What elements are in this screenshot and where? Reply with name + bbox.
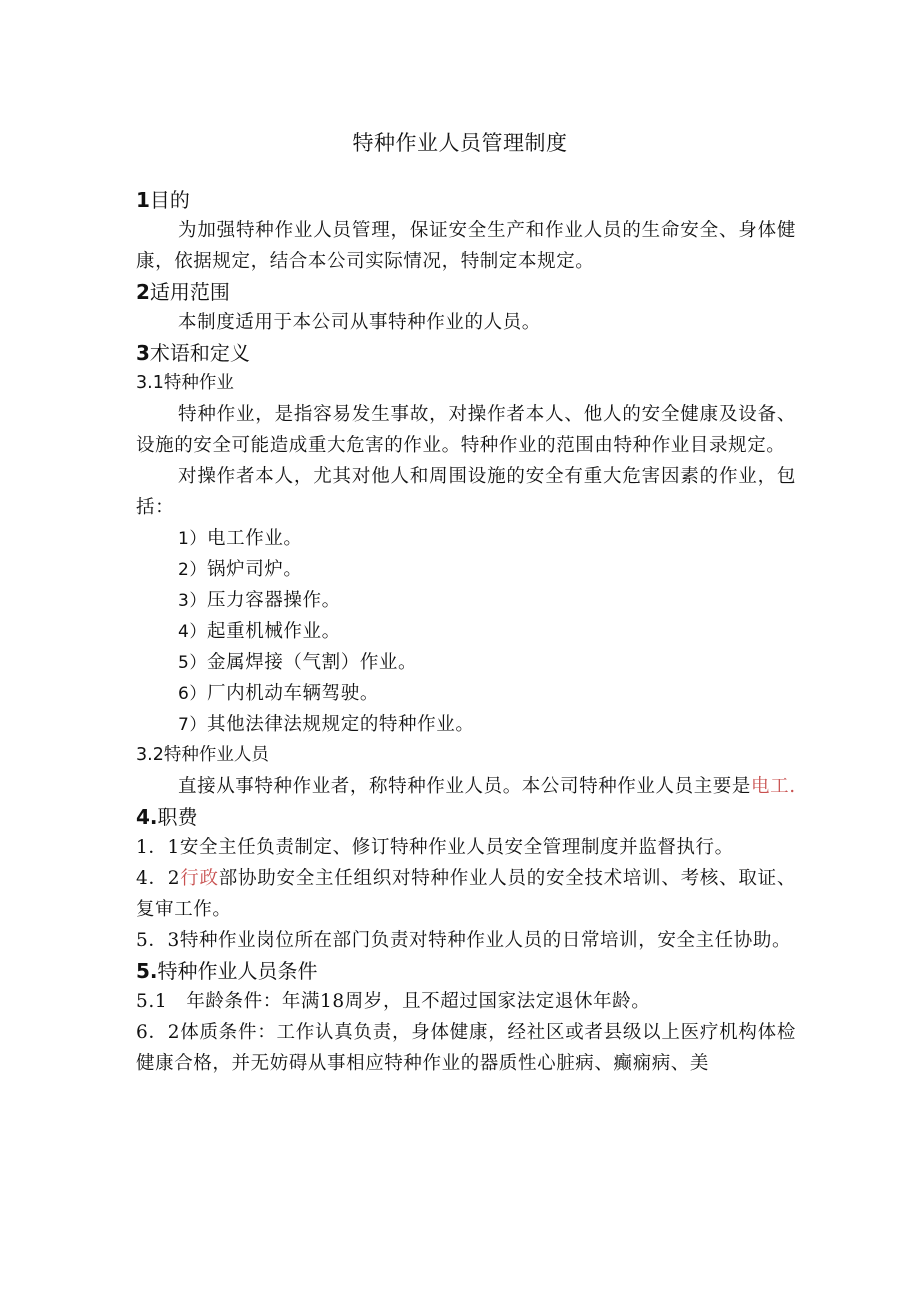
- list-item-number: 3）: [178, 591, 208, 611]
- special-work-list: [136, 523, 796, 740]
- highlighted-text: 电工.: [751, 776, 796, 797]
- list-item-number: 2）: [178, 560, 208, 580]
- list-item-number: 5）: [178, 653, 208, 673]
- list-item: [136, 554, 796, 585]
- section-4-heading: [136, 802, 796, 832]
- document-body: [136, 185, 796, 1079]
- section-3-number: 3: [136, 341, 150, 365]
- section-4-number: 4.: [136, 805, 158, 829]
- section-3-title: 术语和定义: [149, 341, 250, 365]
- section-4-item-2: [136, 863, 796, 925]
- section-3-heading: [136, 338, 796, 368]
- list-item: [136, 709, 796, 740]
- highlighted-text: 行政: [180, 868, 219, 889]
- section-2-paragraph: 本制度适用于本公司从事特种作业的人员。: [178, 312, 541, 333]
- list-item-text: 压力容器操作。: [207, 590, 341, 611]
- list-item-text: 起重机械作业。: [207, 621, 341, 642]
- subsection-3-2-text: 直接从事特种作业者，称特种作业人员。本公司特种作业人员主要是: [178, 776, 752, 797]
- list-item-text: 锅炉司炉。: [207, 559, 303, 580]
- section-4-item-3: 5．3特种作业岗位所在部门负责对特种作业人员的日常培训，安全主任协助。: [136, 930, 792, 951]
- section-1-number: 1: [136, 188, 150, 212]
- list-item: [136, 616, 796, 647]
- section-2-heading: [136, 277, 796, 307]
- section-1-heading: [136, 185, 796, 215]
- section-1-paragraph: 为加强特种作业人员管理，保证安全生产和作业人员的生命安全、身体健康，依据规定，结合本公司实际情况，特制定本规定。: [136, 220, 796, 272]
- section-2-title: 适用范围: [149, 280, 230, 304]
- section-5-item-1: 5.1 年龄条件：年满18周岁，且不超过国家法定退休年龄。: [136, 991, 651, 1012]
- list-item: [136, 585, 796, 616]
- list-item-number: 1）: [178, 529, 208, 549]
- list-item: [136, 678, 796, 709]
- subsection-3-2-paragraph: [136, 771, 796, 802]
- section-1-title: 目的: [149, 188, 190, 212]
- list-item: [136, 647, 796, 678]
- list-item-number: 4）: [178, 622, 208, 642]
- section-2-number: 2: [136, 280, 150, 304]
- subsection-3-1-paragraph-2: 对操作者本人，尤其对他人和周围设施的安全有重大危害因素的作业，包括：: [136, 466, 796, 518]
- document-title: 特种作业人员管理制度: [352, 131, 568, 155]
- list-item-number: 6）: [178, 684, 208, 704]
- list-item-text: 厂内机动车辆驾驶。: [207, 683, 379, 704]
- section-5-heading: [136, 956, 796, 986]
- list-item-text: 其他法律法规规定的特种作业。: [207, 714, 475, 735]
- section-4-title: 职费: [157, 805, 198, 829]
- list-item-text: 金属焊接（气割）作业。: [207, 652, 418, 673]
- section-5-number: 5.: [136, 959, 158, 983]
- list-item-text: 电工作业。: [207, 528, 303, 549]
- section-5-title: 特种作业人员条件: [157, 959, 318, 983]
- subsection-3-2-heading: 3.2特种作业人员: [136, 745, 269, 765]
- section-4-item-1: 1．1安全主任负责制定、修订特种作业人员安全管理制度并监督执行。: [136, 837, 734, 858]
- list-item: [136, 523, 796, 554]
- section-5-item-2: 6．2体质条件：工作认真负责，身体健康，经社区或者县级以上医疗机构体检健康合格，并无妨碍从事相应特种作业的器质性心脏病、癫痫病、美: [136, 1022, 796, 1074]
- subsection-3-1-heading: 3.1特种作业: [136, 373, 234, 393]
- item-2-prefix: 4．2: [136, 868, 181, 889]
- list-item-number: 7）: [178, 715, 208, 735]
- item-2-text: 部协助安全主任组织对特种作业人员的安全技术培训、考核、取证、复审工作。: [136, 868, 796, 920]
- subsection-3-1-paragraph-1: 特种作业，是指容易发生事故，对操作者本人、他人的安全健康及设备、设施的安全可能造成重大危害的作业。特种作业的范围由特种作业目录规定。: [136, 404, 796, 456]
